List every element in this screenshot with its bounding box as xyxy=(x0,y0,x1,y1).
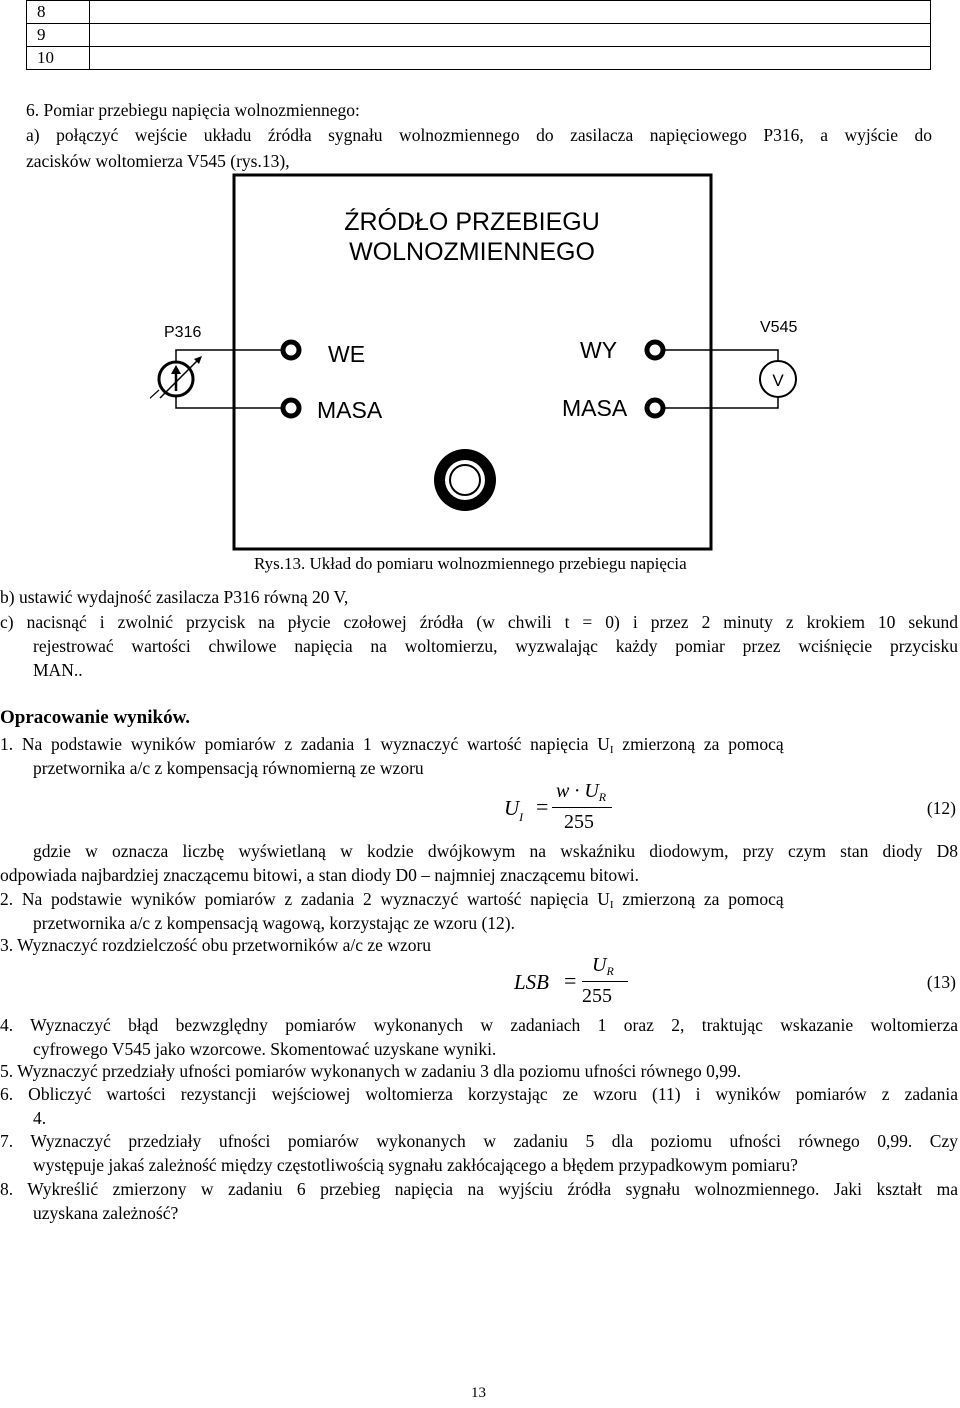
eq12-lhs-sub: I xyxy=(519,810,524,824)
push-button-icon xyxy=(434,449,496,511)
table-row xyxy=(27,24,931,47)
page-number: 13 xyxy=(471,1385,486,1401)
item2-line2: przetwornika a/c z kompensacją wagową, korzystając ze wzoru (12). xyxy=(33,913,516,933)
step-c-line: c) nacisnąć i zwolnić przycisk na płycie czołowej źródła (w chwili t = 0) i przez 2 minuty z krokiem 10 sekund xyxy=(0,612,958,632)
wire-masa-right xyxy=(663,397,778,408)
eq12-number: (12) xyxy=(926,798,956,818)
diagram-title-line1: ŹRÓDŁO PRZEBIEGU xyxy=(344,208,600,236)
eq12-numerator xyxy=(556,780,606,805)
equation-12 xyxy=(498,780,958,840)
item1-subscript: I xyxy=(609,744,614,756)
wire-masa-left xyxy=(176,396,283,408)
item2-text: 2. Na podstawie wyników pomiarów z zadania 2 wyznaczyć wartość napięcia U xyxy=(0,889,610,909)
item2-subscript: I xyxy=(609,899,614,911)
eq13-lhs: LSB xyxy=(514,970,550,994)
eq12-numerator-text: w · U xyxy=(556,780,599,802)
eq13-fraction-bar xyxy=(582,981,628,982)
table-cell xyxy=(90,47,931,70)
table-cell: 8 xyxy=(27,1,90,24)
results-heading: Opracowanie wyników. xyxy=(0,707,191,728)
we-terminal-icon xyxy=(283,342,299,358)
wy-terminal-icon xyxy=(647,342,663,358)
wire-we xyxy=(176,350,283,362)
eq13-num-sub: R xyxy=(606,964,614,978)
masa-right-terminal-icon xyxy=(647,400,663,416)
masa-left-terminal-icon xyxy=(283,400,299,416)
current-source-icon xyxy=(150,356,202,400)
masa-left-label: MASA xyxy=(317,397,383,423)
item2-text-post: zmierzoną za pomocą xyxy=(613,889,784,909)
diagram-title-line2: WOLNOZMIENNEGO xyxy=(349,238,595,266)
step-b: b) ustawić wydajność zasilacza P316 równą 20 V, xyxy=(0,587,349,607)
step-c-line: rejestrować wartości chwilowe napięcia na woltomierzu, wyzwalając każdy pomiar przez wciśnięcie przycisku xyxy=(33,636,958,656)
item8-line: 8. Wykreślić zmierzony w zadaniu 6 przebieg napięcia na wyjściu źródła sygnału wolnozmiennego. Jaki kształt ma xyxy=(0,1179,958,1199)
item4-line: 4. Wyznaczyć błąd bezwzględny pomiarów wykonanych w zadaniach 1 oraz 2, traktując wskazanie woltomierza xyxy=(0,1015,958,1035)
masa-right-label: MASA xyxy=(562,395,628,421)
step-c-line: MAN.. xyxy=(33,660,83,680)
table-cell: 9 xyxy=(27,24,90,47)
item1-text-post: zmierzoną za pomocą xyxy=(613,734,784,754)
table-cell xyxy=(90,24,931,47)
eq12-fraction-bar xyxy=(552,807,612,808)
paragraph-line: zacisków woltomierza V545 (rys.13), xyxy=(26,151,290,171)
paragraph-line: a) połączyć wejście układu źródła sygnału wolnozmiennego do zasilacza napięciowego P316, a wyjście do xyxy=(26,125,932,145)
item4-line2: cyfrowego V545 jako wzorcowe. Skomentować uzyskane wyniki. xyxy=(33,1039,497,1059)
eq13-denominator: 255 xyxy=(582,985,612,1007)
eq12-denominator: 255 xyxy=(564,811,594,833)
continuation-table xyxy=(26,0,931,70)
section-heading: 6. Pomiar przebiegu napięcia wolnozmiennego: xyxy=(26,100,360,120)
eq13-equals: = xyxy=(564,968,577,993)
eq13-number: (13) xyxy=(926,972,956,992)
item6-line2: 4. xyxy=(33,1108,47,1128)
voltmeter-symbol: V xyxy=(772,371,784,390)
explanation-line: gdzie w oznacza liczbę wyświetlaną w kodzie dwójkowym na wskaźniku diodowym, przy czym stan diody D8 xyxy=(33,841,958,861)
p316-label: P316 xyxy=(164,324,202,341)
item7-line2: występuje jakaś zależność między częstotliwością sygnału zakłócającego a błędem przypadkowym pomiaru? xyxy=(33,1155,798,1175)
item3: 3. Wyznaczyć rozdzielczość obu przetworników a/c ze wzoru xyxy=(0,935,432,955)
we-label: WE xyxy=(328,341,366,367)
item6-line: 6. Obliczyć wartości rezystancji wejściowej woltomierza korzystając ze wzoru (11) i wyników pomiarów z zadania xyxy=(0,1084,958,1104)
table-cell xyxy=(90,1,931,24)
eq12-lhs xyxy=(504,796,523,825)
table-row xyxy=(27,1,931,24)
v545-label: V545 xyxy=(760,319,798,336)
item8-line2: uzyskana zależność? xyxy=(33,1203,179,1223)
wy-label: WY xyxy=(580,337,618,363)
eq12-num-sub: R xyxy=(598,790,607,804)
eq12-equals: = xyxy=(536,794,549,819)
item7-line: 7. Wyznaczyć przedziały ufności pomiarów wykonanych w zadaniu 5 dla poziomu ufności równego 0,99. Czy xyxy=(0,1131,958,1151)
figure-caption: Rys.13. Układ do pomiaru wolnozmiennego przebiegu napięcia xyxy=(254,554,687,573)
eq12-lhs-var: U xyxy=(504,796,520,820)
wire-wy xyxy=(663,350,778,361)
equation-13 xyxy=(508,954,958,1014)
item1-text: 1. Na podstawie wyników pomiarów z zadania 1 wyznaczyć wartość napięcia U xyxy=(0,734,610,754)
eq13-numerator xyxy=(592,954,614,979)
circuit-diagram xyxy=(150,172,830,552)
eq13-numerator-text: U xyxy=(592,954,607,976)
explanation-line: odpowiada najbardziej znaczącemu bitowi, a stan diody D0 – najmniej znaczącemu bitowi. xyxy=(0,865,639,885)
table-row xyxy=(27,47,931,70)
item5: 5. Wyznaczyć przedziały ufności pomiarów wykonanych w zadaniu 3 dla poziomu ufności równego 0,99. xyxy=(0,1061,742,1081)
table-cell: 10 xyxy=(27,47,90,70)
item1-line2: przetwornika a/c z kompensacją równomierną ze wzoru xyxy=(33,758,424,778)
